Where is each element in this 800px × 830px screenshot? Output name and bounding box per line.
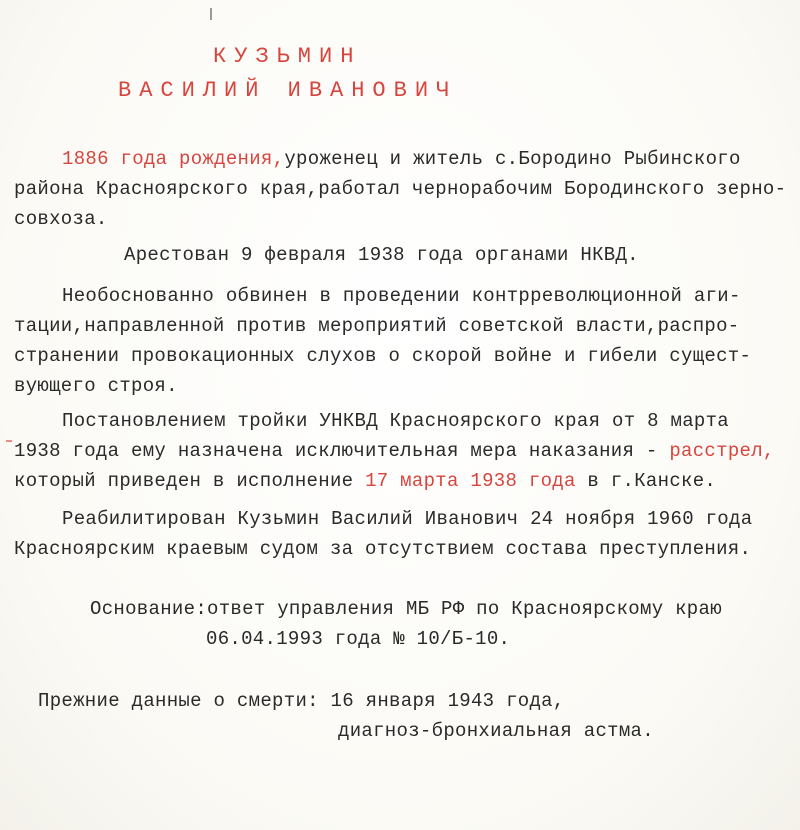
paragraph3-line1: Необоснованно обвинен в проведении контрреволюционной аги-	[62, 285, 741, 307]
paragraph4-line1: Постановлением тройки УНКВД Красноярского края от 8 марта	[62, 410, 730, 432]
execution-text: который приведен в исполнение	[14, 470, 366, 492]
paragraph3-line3: странении провокационных слухов о скорой войне и гибели сущест-	[14, 345, 752, 367]
paragraph1-line2: района Красноярского края,работал чернорабочим Бородинского зерно-	[14, 178, 787, 200]
surname-heading: КУЗЬМИН	[213, 44, 362, 69]
paragraph3-line2: тации,направленной против мероприятий советской власти,распро-	[14, 315, 740, 337]
scan-mark	[210, 8, 212, 20]
rehabilitation-line2: Красноярским краевым судом за отсутствием состава преступления.	[14, 538, 752, 560]
paragraph1-line3: совхоза.	[14, 208, 108, 230]
rehabilitation-line1: Реабилитирован Кузьмин Василий Иванович 24 ноября 1960 года	[62, 508, 753, 530]
ink-mark	[6, 440, 12, 442]
birthplace-text: уроженец и житель с.Бородино Рыбинского	[284, 148, 741, 170]
previous-death-line1: Прежние данные о смерти: 16 января 1943 года,	[38, 690, 565, 712]
basis-line2: 06.04.1993 года № 10/Б-10.	[206, 628, 511, 650]
paragraph4-line2	[14, 440, 775, 462]
sentence-verdict-text: расстрел,	[669, 440, 775, 462]
basis-line1: Основание:ответ управления МБ РФ по Красноярскому краю	[90, 598, 722, 620]
paragraph4-line3	[14, 470, 716, 492]
paragraph3-line4: вующего строя.	[14, 375, 178, 397]
given-names-heading: ВАСИЛИЙ ИВАНОВИЧ	[118, 78, 458, 103]
birth-year-text: 1886 года рождения,	[62, 148, 285, 170]
execution-place-text: в г.Канске.	[575, 470, 717, 492]
paragraph1-line1	[62, 148, 741, 170]
arrest-line: Арестован 9 февраля 1938 года органами НКВД.	[124, 244, 639, 266]
execution-date-text: 17 марта 1938 года	[365, 470, 576, 492]
sentence-text: 1938 года ему назначена исключительная мера наказания -	[14, 440, 670, 462]
previous-death-line2: диагноз-бронхиальная астма.	[338, 720, 654, 742]
